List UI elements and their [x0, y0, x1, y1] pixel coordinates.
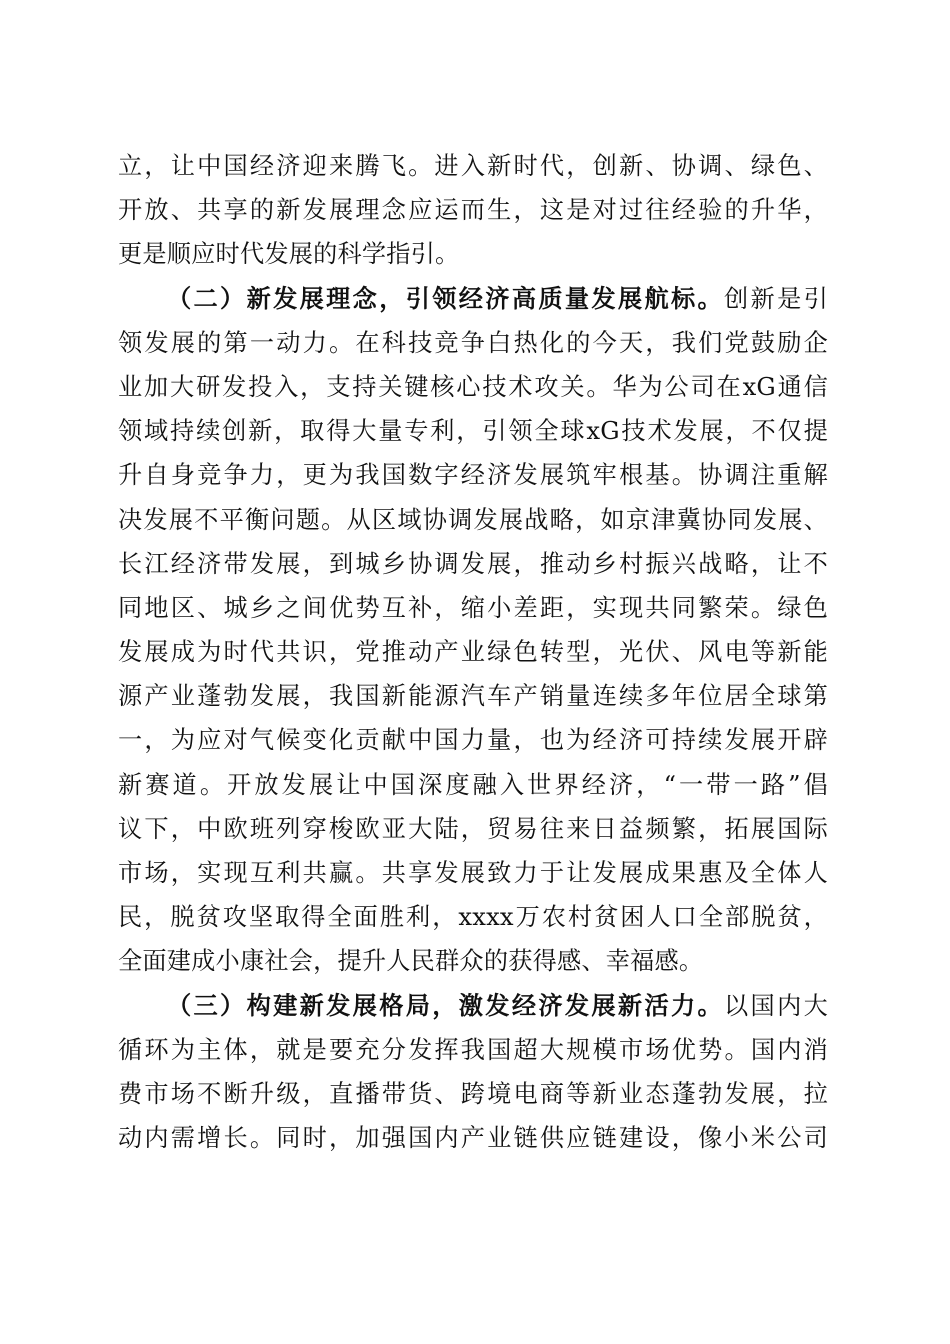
paragraph-1-line: 立，让中国经济迎来腾飞。进入新时代，创新、协调、绿色、 — [118, 152, 828, 180]
paragraph-3-line: 循环为主体，就是要充分发挥我国超大规模市场优势。国内消 — [118, 1035, 828, 1064]
paragraph-3-line: 费市场不断升级，直播带货、跨境电商等新业态蓬勃发展，拉 — [118, 1079, 828, 1108]
paragraph-2-line: 同地区、城乡之间优势互补，缩小差距，实现共同繁荣。绿色 — [118, 593, 828, 622]
paragraph-2-line: 发展成为时代共识，党推动产业绿色转型，光伏、风电等新能 — [118, 638, 828, 667]
paragraph-2-line: 源产业蓬勃发展，我国新能源汽车产销量连续多年位居全球第 — [118, 682, 828, 711]
paragraph-2-line: 领域持续创新，取得大量专利，引领全球xG技术发展，不仅提 — [118, 417, 828, 446]
paragraph-2-line: 议下，中欧班列穿梭欧亚大陆，贸易往来日益频繁，拓展国际 — [118, 814, 828, 843]
paragraph-2-line: 全面建成小康社会，提升人民群众的获得感、幸福感。 — [118, 947, 704, 976]
paragraph-2-line: 民，脱贫攻坚取得全面胜利，xxxx万农村贫困人口全部脱贫， — [118, 903, 828, 932]
paragraph-2-first-line-text: 创新是引 — [724, 284, 828, 313]
paragraph-3-first-line — [118, 984, 828, 1028]
paragraph-1-line: 更是顺应时代发展的科学指引。 — [118, 240, 460, 269]
paragraph-2-line: 一，为应对气候变化贡献中国力量，也为经济可持续发展开辟 — [118, 726, 828, 755]
paragraph-2-line: 长江经济带发展，到城乡协调发展，推动乡村振兴战略，让不 — [118, 549, 828, 578]
section-heading-3: （三）构建新发展格局，激发经济发展新活力。 — [167, 990, 725, 1020]
paragraph-2-line: 市场，实现互利共赢。共享发展致力于让发展成果惠及全体人 — [118, 859, 828, 887]
section-heading-2: （二）新发展理念，引领经济高质量发展航标。 — [167, 283, 725, 313]
paragraph-2-line: 新赛道。开放发展让中国深度融入世界经济，“一带一路”倡 — [118, 770, 828, 799]
paragraph-2-line: 领发展的第一动力。在科技竞争白热化的今天，我们党鼓励企 — [118, 328, 828, 357]
document-body — [118, 144, 828, 1160]
paragraph-2-line: 业加大研发投入，支持关键核心技术攻关。华为公司在xG通信 — [118, 372, 828, 401]
paragraph-3-first-line-text: 以国内大 — [724, 991, 828, 1020]
paragraph-2-first-line — [118, 277, 828, 321]
paragraph-2-line: 决发展不平衡问题。从区域协调发展战略，如京津冀协同发展、 — [118, 505, 828, 534]
paragraph-1-line: 开放、共享的新发展理念应运而生，这是对过往经验的升华， — [118, 196, 828, 225]
paragraph-2-line: 升自身竞争力，更为我国数字经济发展筑牢根基。协调注重解 — [118, 461, 828, 490]
paragraph-3-line: 动内需增长。同时，加强国内产业链供应链建设，像小米公司 — [118, 1124, 828, 1153]
